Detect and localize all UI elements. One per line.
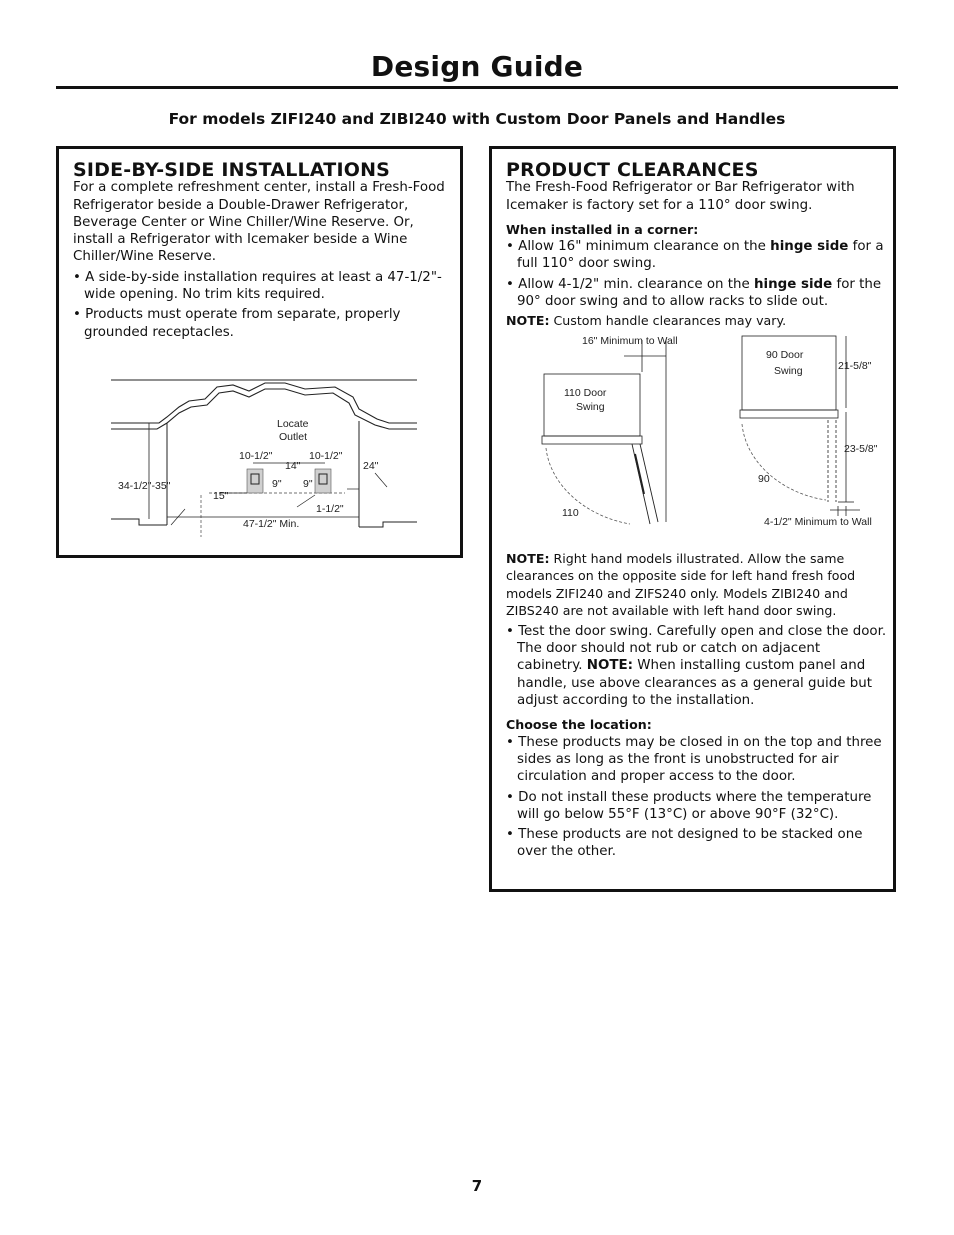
diagram-dim-14: 14" (285, 460, 301, 472)
door-110-swing-label: Swing (576, 400, 605, 413)
diagram-dim-1-half: 1-1/2" (316, 503, 344, 515)
location-bullet-3: • These products are not designed to be stacked one over the other. (506, 827, 863, 860)
diagram-label-locate: Locate (277, 418, 309, 430)
title-rule (56, 86, 898, 89)
dim-21-label: 21-5/8" (838, 359, 872, 372)
clearances-heading: PRODUCT CLEARANCES (506, 159, 759, 181)
min-4-label: 4-1/2" Minimum to Wall (764, 515, 872, 528)
diagram-dim-9-right: 9" (303, 478, 313, 490)
page-subtitle: For models ZIFI240 and ZIBI240 with Custom Door Panels and Handles (168, 110, 786, 128)
location-bullet-2: • Do not install these products where the temperature will go below 55°F (13°C) or above 90°F (32°C). (506, 789, 872, 822)
deg-90-label: 90 (758, 472, 770, 485)
dim-23-label: 23-5/8" (844, 442, 878, 455)
diagram-dim-9-left: 9" (272, 478, 282, 490)
diagram-dim-15: 15" (213, 490, 229, 502)
diagram-dim-24: 24" (363, 460, 379, 472)
page-number: 7 (471, 1177, 483, 1195)
side-by-side-section (56, 146, 463, 558)
diagram-dim-10-right: 10-1/2" (309, 450, 343, 462)
right-hand-note: NOTE: Right hand models illustrated. Allow the same clearances on the opposite side for left hand fresh food models ZIFI240 and ZIFS240 only. Models ZIBI240 and ZIBS240 are not available with left hand door swing. (506, 550, 856, 619)
location-heading: Choose the location: (506, 717, 652, 733)
side-by-side-diagram (109, 377, 419, 537)
door-90-label: 90 Door (766, 348, 804, 361)
door-swing-diagram (524, 334, 888, 546)
product-clearances-section (489, 146, 896, 892)
clearances-intro: The Fresh-Food Refrigerator or Bar Refrigerator with Icemaker is factory set for a 110° door swing. (506, 180, 855, 213)
side-by-side-intro: For a complete refreshment center, install a Fresh-Food Refrigerator beside a Double-Drawer Refrigerator, Beverage Center or Wine Chiller/Wine Reserve. Or, install a Refrigerator with Icemaker beside a Wine Chiller/Wine Reserve. (73, 180, 445, 265)
diagram-dim-10-left: 10-1/2" (239, 450, 273, 462)
diagram-label-outlet: Outlet (279, 431, 308, 443)
location-bullet-1: • These products may be closed in on the top and three sides as long as the front is unobstructed for air circulation and proper access to the door. (506, 734, 882, 785)
page-title: Design Guide (370, 50, 584, 83)
diagram-dim-height: 34-1/2"-35" (118, 480, 171, 492)
side-by-side-bullet-2: • Products must operate from separate, properly grounded receptacles. (73, 307, 401, 340)
min-16-label: 16" Minimum to Wall (582, 334, 678, 347)
handle-note: NOTE: Custom handle clearances may vary. (506, 313, 787, 329)
side-by-side-bullet-1: • A side-by-side installation requires at least a 47-1/2"-wide opening. No trim kits required. (73, 269, 442, 303)
diagram-dim-width: 47-1/2" Min. (243, 518, 300, 530)
corner-heading: When installed in a corner: (506, 221, 699, 237)
corner-bullet-2: • Allow 4-1/2" min. clearance on the hinge side for the 90° door swing and to allow racks to slide out. (506, 276, 882, 310)
clearance-diagram-area (506, 330, 888, 550)
door-90-swing-label: Swing (774, 364, 803, 377)
side-by-side-heading: SIDE-BY-SIDE INSTALLATIONS (73, 159, 391, 181)
deg-110-label: 110 (562, 506, 579, 519)
door-110-label: 110 Door (564, 386, 607, 399)
corner-bullet-1: • Allow 16" minimum clearance on the hinge side for a full 110° door swing. (506, 239, 884, 272)
door-swing-bullet: • Test the door swing. Carefully open and close the door. The door should not rub or catch on adjacent cabinetry. NOTE: When installing custom panel and handle, use above clearances as a general guide but adjust according to the installation. (506, 623, 887, 709)
